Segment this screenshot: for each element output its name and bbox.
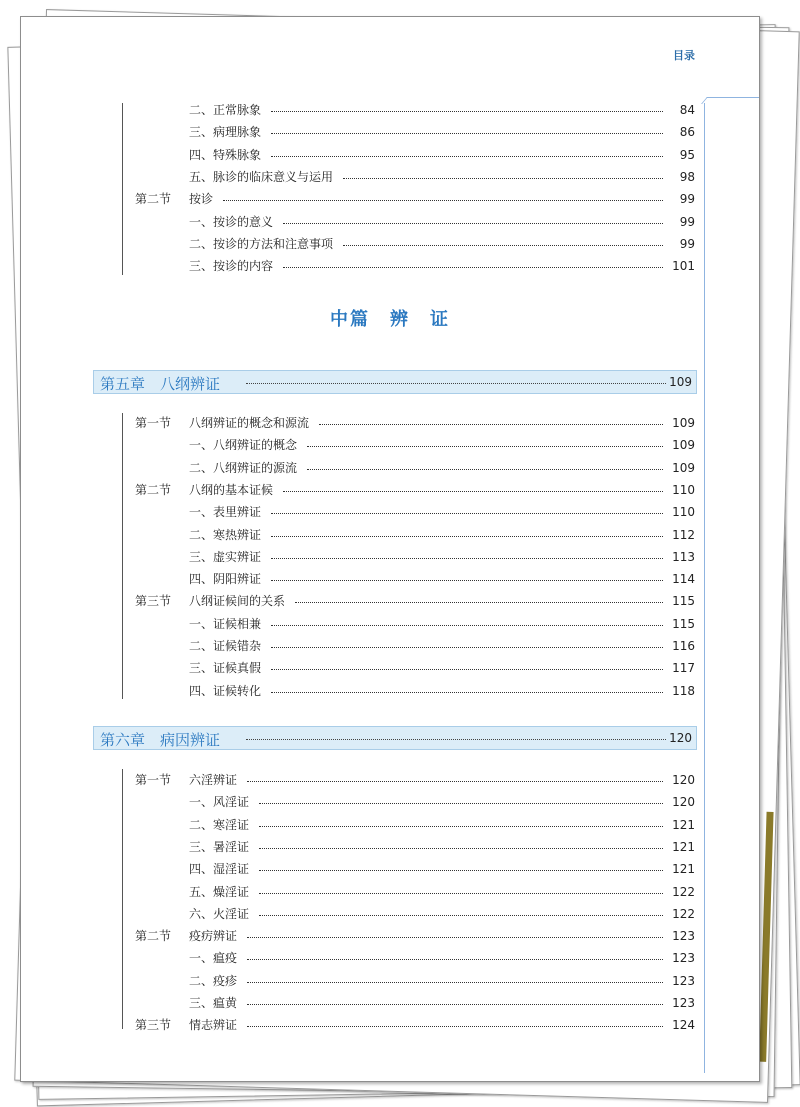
- page-number: 123: [672, 973, 695, 988]
- entry-title: 二、证候错杂: [189, 639, 262, 653]
- page-number: 113: [672, 549, 695, 564]
- page-number: 101: [672, 259, 695, 274]
- entry-title: 三、虚实辨证: [189, 549, 262, 564]
- dot-leader: [271, 536, 663, 537]
- toc-subentry[interactable]: [189, 973, 695, 989]
- chapter-heading-6[interactable]: [93, 726, 697, 750]
- toc-subentry[interactable]: [189, 683, 695, 699]
- toc-subentry[interactable]: [189, 660, 695, 676]
- entry-title: 六、火淫证: [189, 906, 250, 921]
- dot-leader: [247, 937, 663, 938]
- chapter-heading-5[interactable]: [93, 370, 697, 394]
- entry-title: 四、阴阳辨证: [189, 572, 262, 587]
- page-number: 115: [672, 616, 695, 631]
- entry-title: 八纲的基本证候: [189, 482, 274, 497]
- dot-leader: [246, 739, 666, 740]
- toc-section-entry[interactable]: [189, 1017, 695, 1033]
- margin-rule-top: [709, 97, 759, 98]
- dot-leader: [271, 513, 663, 514]
- toc-page: [20, 16, 760, 1082]
- toc-subentry[interactable]: [189, 638, 695, 654]
- section-number: 第二节: [135, 929, 172, 944]
- page-number: 99: [679, 214, 695, 229]
- entry-title: 一、瘟疫: [189, 951, 238, 966]
- page-number: 109: [672, 438, 695, 453]
- page-number: 115: [672, 594, 695, 609]
- dot-leader: [247, 959, 663, 960]
- dot-leader: [283, 491, 663, 492]
- toc-subentry[interactable]: [189, 906, 695, 922]
- page-number: 110: [672, 482, 695, 497]
- toc-subentry[interactable]: [189, 794, 695, 810]
- toc-subentry[interactable]: [189, 437, 695, 453]
- dot-leader: [247, 982, 663, 983]
- section-number: 第二节: [135, 482, 172, 497]
- toc-section-entry[interactable]: [189, 415, 695, 431]
- toc-subentry[interactable]: [189, 817, 695, 833]
- toc-subentry[interactable]: [189, 124, 695, 140]
- page-number: 123: [672, 996, 695, 1010]
- dot-leader: [259, 915, 663, 916]
- dot-leader: [295, 602, 663, 603]
- dot-leader: [259, 848, 663, 849]
- page-number: 114: [672, 572, 695, 587]
- entry-title: 一、风淫证: [189, 795, 250, 810]
- entry-title: 八纲辨证的概念和源流: [189, 416, 310, 430]
- entry-title: 按诊: [189, 192, 214, 207]
- entry-title: 一、八纲辨证的概念: [189, 438, 298, 453]
- page-number: 123: [672, 951, 695, 966]
- toc-subentry[interactable]: [189, 884, 695, 900]
- margin-rule-corner: [701, 97, 714, 104]
- page-number: 120: [672, 773, 695, 787]
- section-bracket: [122, 769, 123, 1029]
- dot-leader: [271, 111, 663, 112]
- entry-title: 二、寒热辨证: [189, 527, 262, 542]
- dot-leader: [283, 223, 663, 224]
- dot-leader: [271, 558, 663, 559]
- entry-title: 八纲证候间的关系: [189, 594, 286, 609]
- dot-leader: [259, 803, 663, 804]
- entry-title: 五、脉诊的临床意义与运用: [189, 169, 334, 184]
- entry-title: 四、湿淫证: [189, 862, 250, 877]
- page-number: 123: [672, 929, 695, 944]
- toc-subentry[interactable]: [189, 169, 695, 185]
- dot-leader: [271, 156, 663, 157]
- dot-leader: [271, 647, 663, 648]
- toc-subentry[interactable]: [189, 460, 695, 476]
- dot-leader: [259, 870, 663, 871]
- dot-leader: [259, 826, 663, 827]
- dot-leader: [271, 580, 663, 581]
- dot-leader: [271, 625, 663, 626]
- page-number: 99: [679, 192, 695, 207]
- entry-title: 三、按诊的内容: [189, 259, 274, 274]
- toc-subentry[interactable]: [189, 258, 695, 274]
- toc-subentry[interactable]: [189, 616, 695, 632]
- toc-subentry[interactable]: [189, 236, 695, 252]
- entry-title: 二、疫疹: [189, 973, 238, 988]
- dot-leader: [343, 245, 663, 246]
- toc-subentry[interactable]: [189, 147, 695, 163]
- toc-subentry[interactable]: [189, 549, 695, 565]
- dot-leader: [247, 1026, 663, 1027]
- page-number: 98: [679, 169, 695, 184]
- toc-subentry[interactable]: [189, 504, 695, 520]
- toc-subentry[interactable]: [189, 950, 695, 966]
- section-number: 第一节: [135, 773, 172, 787]
- page-number: 110: [672, 505, 695, 520]
- dot-leader: [271, 669, 663, 670]
- dot-leader: [247, 1004, 663, 1005]
- toc-subentry[interactable]: [189, 527, 695, 543]
- toc-section-entry[interactable]: [189, 593, 695, 609]
- dot-leader: [271, 133, 663, 134]
- toc-section-entry[interactable]: [189, 772, 695, 788]
- entry-title: 疫疠辨证: [189, 929, 238, 944]
- section-bracket: [122, 413, 123, 699]
- chapter-title: 第六章 病因辨证: [100, 731, 221, 749]
- entry-title: 三、暑淫证: [189, 839, 250, 854]
- section-bracket: [122, 103, 123, 275]
- entry-title: 一、证候相兼: [189, 616, 262, 631]
- page-number: 122: [672, 906, 695, 921]
- toc-subentry[interactable]: [189, 102, 695, 118]
- page-number: 95: [679, 147, 695, 162]
- entry-title: 六淫辨证: [189, 773, 238, 787]
- entry-title: 四、证候转化: [189, 683, 262, 698]
- part-title: 中篇 辨 证: [330, 309, 450, 330]
- section-number: 第三节: [135, 594, 172, 609]
- toc-section-entry[interactable]: [189, 928, 695, 944]
- dot-leader: [343, 178, 663, 179]
- page-number: 118: [672, 683, 695, 698]
- section-number: 第一节: [135, 416, 172, 430]
- page-number: 86: [679, 125, 695, 140]
- toc-subentry[interactable]: [189, 861, 695, 877]
- toc-section-entry[interactable]: [189, 482, 695, 498]
- page-number: 117: [672, 661, 695, 676]
- entry-title: 二、八纲辨证的源流: [189, 460, 298, 475]
- dot-leader: [223, 200, 663, 201]
- dot-leader: [246, 383, 666, 384]
- entry-title: 情志辨证: [189, 1018, 238, 1033]
- entry-title: 二、按诊的方法和注意事项: [189, 236, 334, 251]
- toc-subentry[interactable]: [189, 214, 695, 230]
- dot-leader: [259, 893, 663, 894]
- entry-title: 五、燥淫证: [189, 884, 250, 899]
- toc-subentry[interactable]: [189, 839, 695, 855]
- page-number: 84: [679, 103, 695, 117]
- entry-title: 二、正常脉象: [189, 103, 262, 117]
- entry-title: 四、特殊脉象: [189, 147, 262, 162]
- page-number: 121: [672, 862, 695, 877]
- chapter-title: 第五章 八纲辨证: [100, 375, 221, 393]
- dot-leader: [247, 781, 663, 782]
- entry-title: 三、证候真假: [189, 661, 262, 676]
- page-number: 109: [672, 460, 695, 475]
- page-number: 109: [672, 416, 695, 430]
- section-number: 第三节: [135, 1018, 172, 1033]
- section-number: 第二节: [135, 192, 172, 207]
- page-number: 120: [672, 795, 695, 810]
- toc-section-entry[interactable]: [189, 191, 695, 207]
- page-number: 99: [679, 236, 695, 251]
- entry-title: 三、瘟黄: [189, 996, 238, 1010]
- margin-rule-vertical: [704, 103, 705, 1073]
- page-number: 121: [672, 839, 695, 854]
- toc-subentry[interactable]: [189, 995, 695, 1011]
- toc-subentry[interactable]: [189, 571, 695, 587]
- entry-title: 一、表里辨证: [189, 505, 262, 520]
- page-number: 124: [672, 1018, 695, 1033]
- chapter-page-number: 109: [669, 375, 692, 389]
- entry-title: 一、按诊的意义: [189, 214, 274, 229]
- page-number: 112: [672, 527, 695, 542]
- running-header: 目录: [673, 49, 695, 62]
- entry-title: 三、病理脉象: [189, 125, 262, 140]
- page-number: 122: [672, 884, 695, 899]
- dot-leader: [307, 446, 663, 447]
- dot-leader: [319, 424, 663, 425]
- dot-leader: [271, 692, 663, 693]
- entry-title: 二、寒淫证: [189, 817, 250, 832]
- page-number: 116: [672, 639, 695, 653]
- page-number: 121: [672, 817, 695, 832]
- dot-leader: [283, 267, 663, 268]
- dot-leader: [307, 469, 663, 470]
- chapter-page-number: 120: [669, 731, 692, 745]
